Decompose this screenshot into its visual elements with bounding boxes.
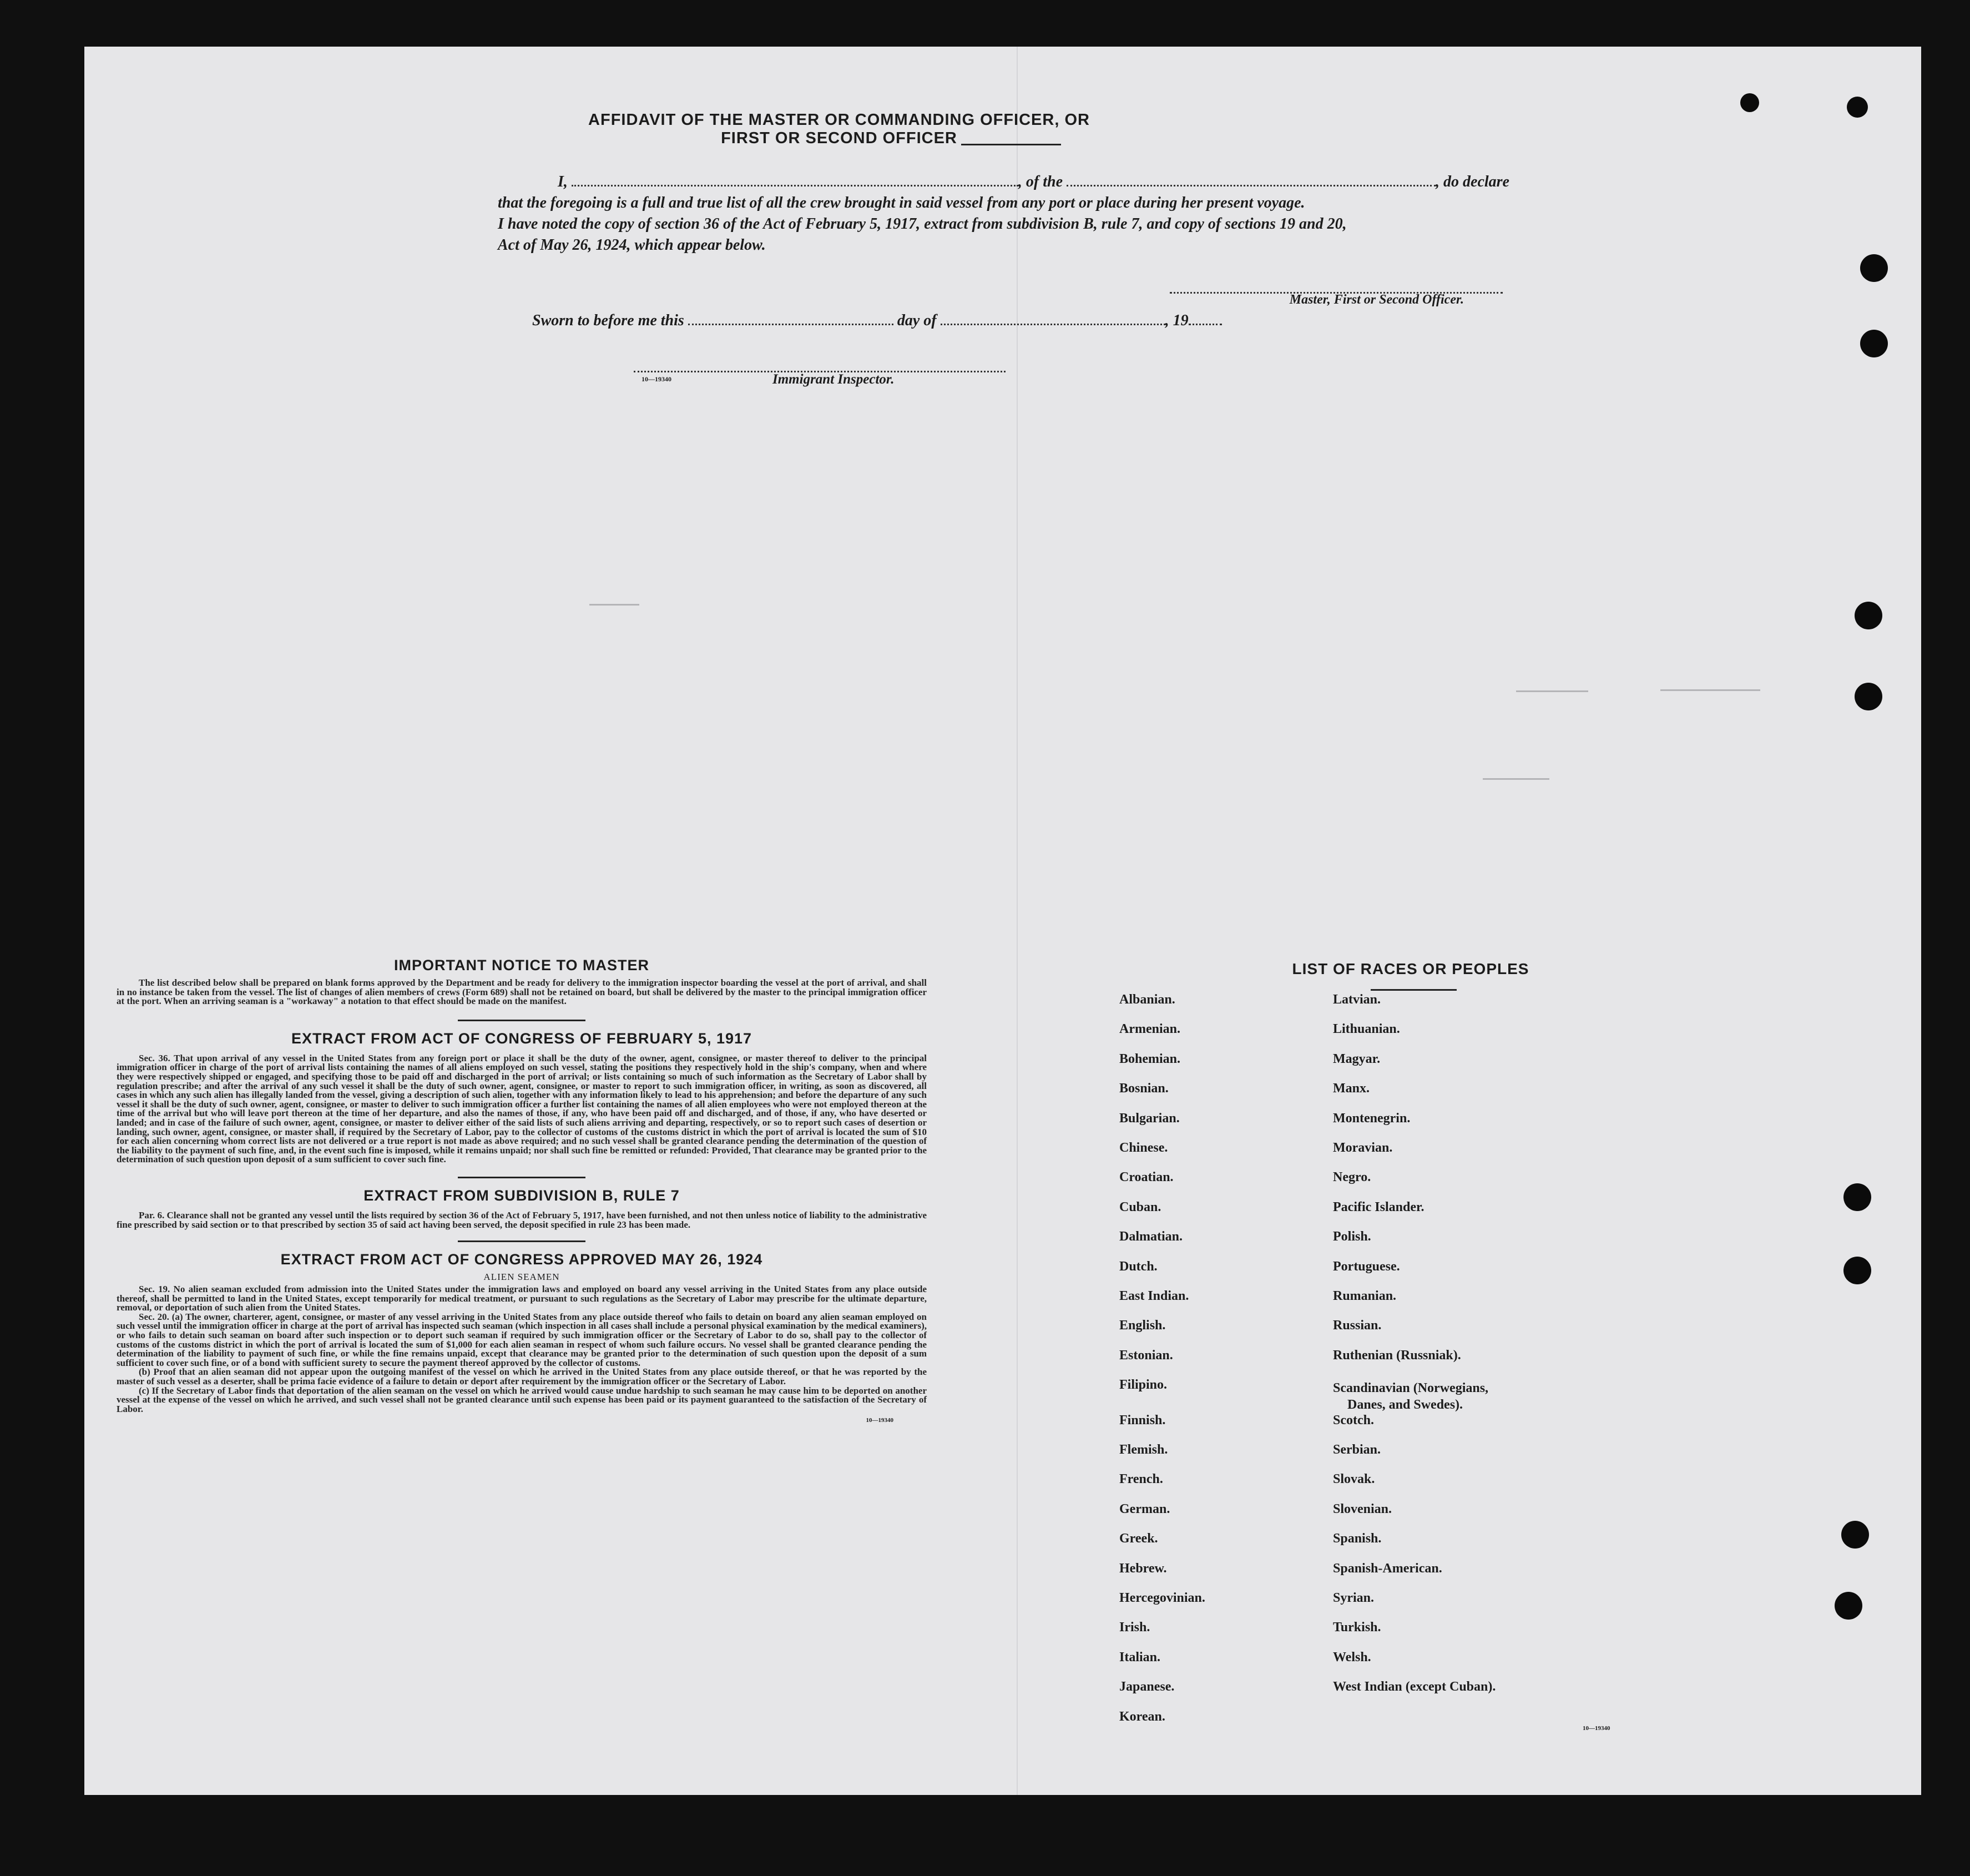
race-item: English. [1119, 1318, 1166, 1333]
punch-hole [1860, 254, 1888, 282]
race-item: Danes, and Swedes). [1347, 1398, 1463, 1412]
race-item: Turkish. [1333, 1620, 1381, 1635]
sworn-line [532, 312, 1222, 330]
of-the-text: , of the [1018, 173, 1063, 190]
race-item: Syrian. [1333, 1591, 1375, 1605]
affidavit-i: I, [558, 173, 568, 190]
race-item: Moravian. [1333, 1141, 1393, 1155]
affidavit-line-3: I have noted the copy of section 36 of the Act of February 5, 1917, extract from subdivision B, rule 7, and copy of sections 19 and 20, [498, 215, 1347, 233]
race-item: Slovak. [1333, 1472, 1375, 1486]
show-through-mark [1660, 689, 1760, 691]
race-item: Spanish. [1333, 1531, 1382, 1546]
sworn-prefix: Sworn to before me this [532, 312, 684, 329]
notice-column [117, 957, 927, 1424]
race-item: West Indian (except Cuban). [1333, 1680, 1496, 1694]
race-item: Bulgarian. [1119, 1111, 1180, 1126]
race-item: Japanese. [1119, 1680, 1175, 1694]
form-number: 10—19340 [866, 1417, 893, 1424]
alien-seamen-subtitle: ALIEN SEAMEN [483, 1272, 560, 1283]
sec-19-text: Sec. 19. No alien seaman excluded from admission into the United States under the immigration laws and employed on board any vessel arriving in the United States from any place outside thereof, shall be permitted to land in the United States, except temporarily for medical treatment, or pursuant to such regulations as the Secretary of Labor may prescribe for the ultimate departure, removal, or deportation of such alien from the United States. [117, 1284, 927, 1313]
race-item: German. [1119, 1502, 1170, 1516]
form-number: 10—19340 [641, 375, 671, 383]
extract-1917-text: Sec. 36. That upon arrival of any vessel in the United States from any foreign port or place it shall be the duty of the owner, agent, consignee, or master thereof to deliver to the principal immigration officer in charge of the port of arrival lists containing the names of all aliens employed on such vessel, stating the positions they respectively hold in the ship's company, when and where they were respectively shipped or engaged, and specifying those to be paid off and discharged in the port of arrival; or lists containing so much of such information as the Secretary of Labor shall by regulation prescribe; and after the arrival of any such vessel it shall be the duty of such owner, agent, consignee, or master to report to such immigration officer, in writing, as soon as discovered, all cases in which any such alien has illegally landed from the vessel, giving a description of such alien, together with any information likely to lead to his apprehension; and before the departure of any such vessel it shall be the duty of such owner, agent, consignee, or master to deliver to such immigration officer a further list containing the names of all alien employees who were not employed thereon at the time of the arrival but who will leave port thereon at the time of her departure, and also the names of those, if any, who have been paid off and discharged, and of those, if any, who have deserted or landed; and in case of the failure of such owner, agent, consignee, or master to deliver either of the said lists of such aliens arriving and departing, respectively, or so to report such cases of desertion or landing, such owner, agent, consignee, or master shall, if required by the Secretary of Labor, pay to the collector of customs of the customs district in which the port of arrival is located the sum of $10 for each alien concerning whom correct lists are not delivered or a true report is not made as above required; and no such vessel shall be granted clearance pending the determination of the question of the liability to the payment of such fine, and, in the event such fine is imposed, while it remains unpaid; nor shall such fine be remitted or refunded: Provided, That clearance may be granted prior to the determination of such question upon deposit of a sum sufficient to cover such fine. [117, 1052, 927, 1165]
race-item: Flemish. [1119, 1443, 1168, 1457]
race-item: Lithuanian. [1333, 1022, 1400, 1036]
document-sheet [84, 47, 1921, 1795]
punch-hole [1843, 1257, 1871, 1284]
extract-rule7-title: EXTRACT FROM SUBDIVISION B, RULE 7 [363, 1187, 680, 1204]
race-item: Portuguese. [1333, 1259, 1400, 1274]
race-item: Irish. [1119, 1620, 1150, 1635]
race-item: Manx. [1333, 1081, 1370, 1096]
punch-hole [1847, 97, 1868, 118]
title-rule [1371, 989, 1457, 991]
race-item: Negro. [1333, 1170, 1371, 1184]
affidavit-line-2: that the foregoing is a full and true list of all the crew brought in said vessel from any port or place during her present voyage. [498, 194, 1305, 211]
affidavit-title: AFFIDAVIT OF THE MASTER OR COMMANDING OFFICER, OR FIRST OR SECOND OFFICER [588, 111, 1090, 147]
extract-1917-title: EXTRACT FROM ACT OF CONGRESS OF FEBRUARY 5, 1917 [291, 1030, 752, 1047]
race-item: Armenian. [1119, 1022, 1180, 1036]
punch-hole [1740, 93, 1759, 112]
races-title: LIST OF RACES OR PEOPLES [1292, 960, 1529, 977]
race-item: Scandinavian (Norwegians, [1333, 1381, 1489, 1395]
sec-20a-text: Sec. 20. (a) The owner, charterer, agent, consignee, or master of any vessel arriving in the United States from any place outside thereof who fails to detain on board any alien seaman employed on such vessel until the immigration officer in charge at the port of arrival has inspected such seaman (which inspection in all cases shall include a personal physical examination by the medical examiners), or who fails to detain such seaman on board after such inspection or to deport such seaman if required by such immigration officer or the Secretary of Labor to do so, shall pay to the collector of customs of the customs district in which the port of arrival is located the sum of $1,000 for each alien seaman in respect of whom such failure occurs. No vessel shall be granted clearance pending the determination of the liability to payment of such fine, or while the fine remains unpaid, except that clearance may be granted prior to the determination of such question upon the deposit of a sum sufficient to cover such fine, or of a bond with sufficient surety to secure the payment thereof approved by the collector of customs. [117, 1311, 927, 1368]
punch-hole [1835, 1592, 1862, 1620]
punch-hole [1841, 1521, 1869, 1549]
race-item: Serbian. [1333, 1443, 1381, 1457]
do-declare-text: , do declare [1436, 173, 1509, 190]
affidavit-line-4: Act of May 26, 1924, which appear below. [498, 236, 766, 254]
punch-hole [1855, 602, 1882, 629]
extract-rule7-text: Par. 6. Clearance shall not be granted any vessel until the lists required by section 36 of the Act of February 5, 1917, have been furnished, and not then unless notice of liability to the administrative fine prescribed by said section or to that prescribed by section 35 of said act having been served, the deposit specified in rule 23 has been made. [117, 1209, 927, 1230]
day-blank[interactable] [688, 323, 893, 325]
race-item: Filipino. [1119, 1378, 1168, 1392]
show-through-mark [1516, 690, 1588, 692]
race-item: Welsh. [1333, 1650, 1371, 1665]
race-item: Bohemian. [1119, 1052, 1181, 1066]
day-of-text: day of [897, 312, 937, 329]
name-blank[interactable] [572, 184, 1018, 186]
section-rule [458, 1240, 585, 1242]
race-item: Latvian. [1333, 992, 1381, 1007]
title-rule [961, 144, 1061, 145]
vessel-blank[interactable] [1067, 184, 1436, 186]
month-blank[interactable] [941, 323, 1165, 325]
race-item: Dutch. [1119, 1259, 1158, 1274]
section-rule [458, 1177, 585, 1178]
race-item: East Indian. [1119, 1289, 1189, 1303]
race-item: Pacific Islander. [1333, 1200, 1425, 1214]
notice-title: IMPORTANT NOTICE TO MASTER [394, 957, 649, 974]
notice-text: The list described below shall be prepared on blank forms approved by the Department and be ready for delivery to the immigration inspector boarding the vessel at the port of arrival, and shall in no instance be taken from the vessel. The list of changes of alien members of crews (Form 689) shall not be retained on board, but shall be delivered by the master to the principal immigration officer at the port. When an arriving seaman is a "workaway" a notation to that effect should be made on the manifest. [117, 977, 927, 1007]
race-item: Korean. [1119, 1709, 1165, 1724]
race-item: Hercegovinian. [1119, 1591, 1205, 1605]
punch-hole [1843, 1183, 1871, 1211]
race-item: Polish. [1333, 1229, 1371, 1244]
race-item: Montenegrin. [1333, 1111, 1411, 1126]
race-item: Dalmatian. [1119, 1229, 1183, 1244]
inspector-label: Immigrant Inspector. [772, 372, 895, 387]
extract-1924-title: EXTRACT FROM ACT OF CONGRESS APPROVED MAY 26, 1924 [280, 1251, 763, 1268]
race-item: Greek. [1119, 1531, 1158, 1546]
punch-hole [1855, 683, 1882, 710]
show-through-mark [589, 604, 639, 606]
race-item: Magyar. [1333, 1052, 1381, 1066]
race-item: Estonian. [1119, 1348, 1173, 1363]
race-item: Spanish-American. [1333, 1561, 1442, 1576]
race-item: French. [1119, 1472, 1163, 1486]
race-item: Finnish. [1119, 1413, 1166, 1428]
race-item: Slovenian. [1333, 1502, 1392, 1516]
show-through-mark [1483, 778, 1549, 780]
race-item: Hebrew. [1119, 1561, 1167, 1576]
race-item: Bosnian. [1119, 1081, 1169, 1096]
section-rule [458, 1020, 585, 1021]
punch-hole [1860, 330, 1888, 357]
form-number: 10—19340 [1583, 1725, 1610, 1732]
year-prefix: , 19 [1165, 312, 1189, 329]
race-item: Cuban. [1119, 1200, 1161, 1214]
affidavit-body [498, 172, 1530, 256]
race-item: Scotch. [1333, 1413, 1374, 1428]
race-item: Croatian. [1119, 1170, 1174, 1184]
race-item: Albanian. [1119, 992, 1175, 1007]
center-fold [1017, 47, 1018, 1795]
year-blank[interactable] [1189, 323, 1222, 325]
race-item: Russian. [1333, 1318, 1382, 1333]
race-item: Italian. [1119, 1650, 1161, 1665]
race-item: Chinese. [1119, 1141, 1168, 1155]
sec-20c-text: (c) If the Secretary of Labor finds that deportation of the alien seaman on the vessel on which he arrived would cause undue hardship to such seaman he may cause him to be deported on another vessel at the expense of the vessel on which he arrived, and such vessel shall not be granted clearance until such expense has been paid or its payment guaranteed to the satisfaction of the Secretary of Labor. [117, 1385, 927, 1414]
race-item: Rumanian. [1333, 1289, 1397, 1303]
signature-label: Master, First or Second Officer. [1289, 293, 1464, 307]
race-item: Ruthenian (Russniak). [1333, 1348, 1461, 1363]
sec-20b-text: (b) Proof that an alien seaman did not appear upon the outgoing manifest of the vessel on which he arrived in the United States from any place outside thereof, or that he was reported by the master of such vessel as a deserter, shall be prima facie evidence of a failure to detain or deport after requirement by the immigration officer or the Secretary of Labor. [117, 1366, 927, 1387]
